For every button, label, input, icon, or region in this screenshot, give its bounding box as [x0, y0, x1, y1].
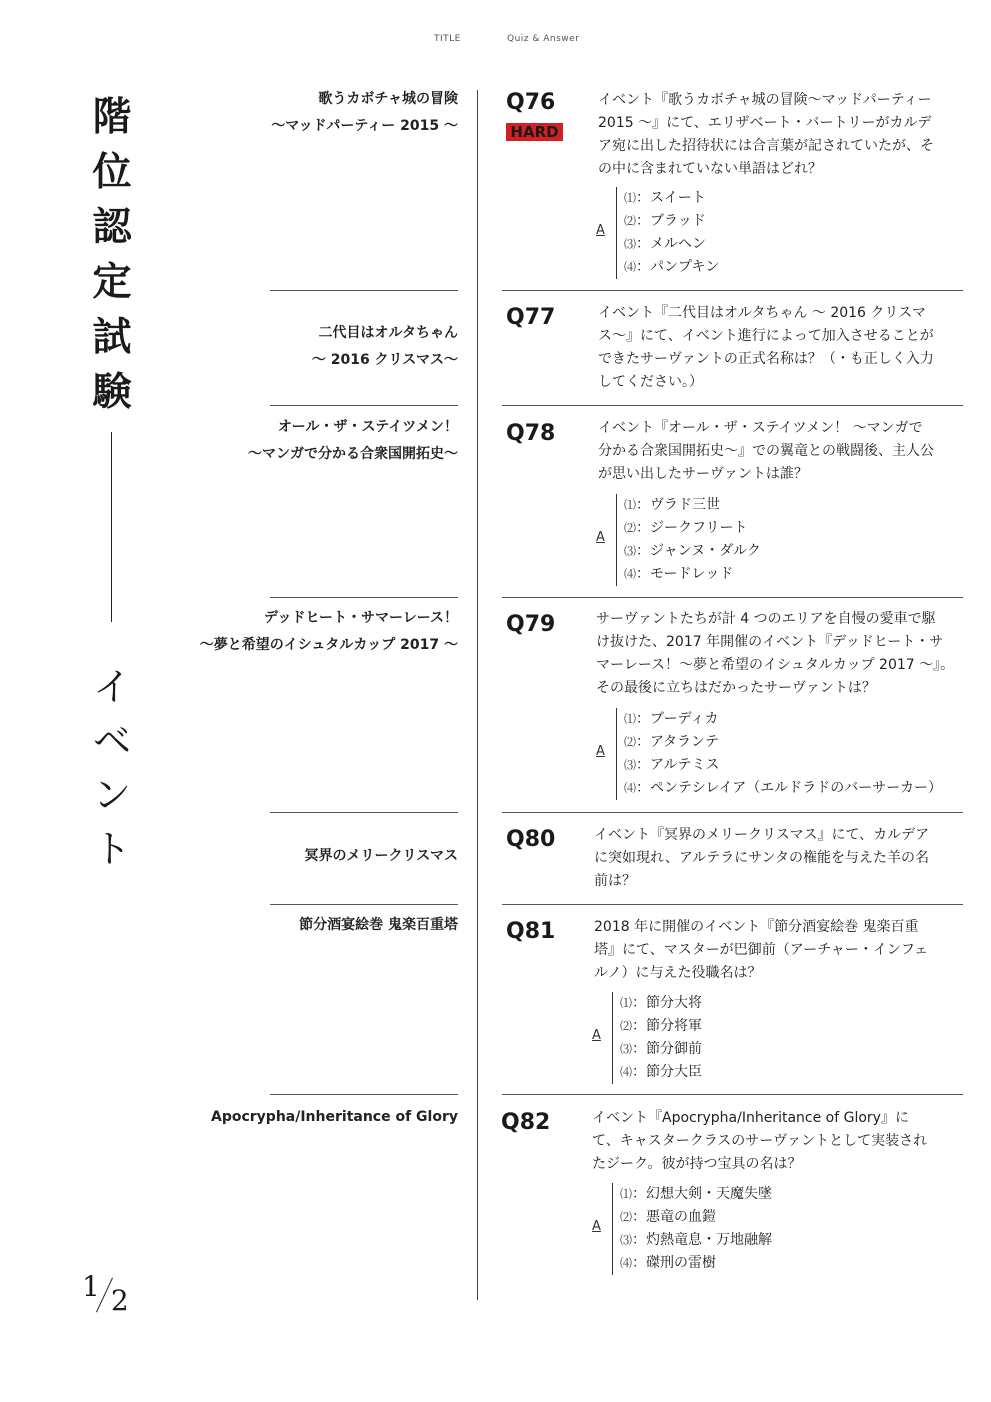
option-text: ：幻想大剣・天魔失墜 [632, 1186, 773, 1202]
answer-bracket [612, 992, 613, 1084]
question-text-line: たジーク。彼が持つ宝具の名は？ [592, 1156, 802, 1172]
section-separator [502, 812, 963, 813]
option-text: ：節分大将 [632, 995, 703, 1011]
question-text-line: できたサーヴァントの正式名称は？（・も正しく入力 [598, 351, 934, 367]
question-text [596, 608, 971, 700]
option-number: ⑶ [620, 1233, 633, 1247]
header-subtitle: Quiz & Answer [507, 34, 580, 44]
question-text-line: ルノ）に与えた役職名は？ [594, 965, 762, 981]
answer-label: A [592, 1028, 601, 1043]
question-text [598, 89, 973, 181]
option-number: ⑵ [620, 1019, 633, 1033]
option-text: ：磔刑の雷樹 [632, 1255, 717, 1271]
option-text: ：節分大臣 [632, 1064, 703, 1080]
option-number: ⑵ [624, 735, 637, 749]
event-name [200, 605, 458, 659]
question-number: Q76 [506, 90, 556, 115]
option-number: ⑷ [624, 567, 637, 581]
chapter-subtitle [90, 660, 134, 876]
event-name-line: 歌うカボチャ城の冒険 [318, 91, 458, 107]
answer-option [624, 708, 984, 731]
question-number: Q77 [506, 305, 556, 330]
event-name-line: 節分酒宴絵巻 鬼楽百重塔 [299, 917, 458, 933]
question-number: Q80 [506, 827, 556, 852]
answer-option [624, 731, 984, 754]
answer-label: A [592, 1219, 601, 1234]
question-text-line: 前は？ [594, 873, 636, 889]
page-number-total: 2 [110, 1284, 129, 1317]
option-number: ⑷ [620, 1256, 633, 1270]
event-name [271, 86, 458, 140]
section-separator [502, 405, 963, 406]
option-text: ：ジークフリート [636, 520, 748, 536]
section-separator [270, 1094, 458, 1095]
option-text: ：灼熱竜息・万地融解 [632, 1232, 773, 1248]
question-text [598, 417, 973, 486]
answer-option [624, 233, 984, 256]
answer-option [620, 1061, 980, 1084]
event-name-line: 〜 2016 クリスマス〜 [311, 352, 458, 368]
question-text-line: 2018 年に開催のイベント『節分酒宴絵巻 鬼楽百重 [594, 919, 919, 935]
answer-option [620, 1015, 980, 1038]
question-number: Q79 [506, 612, 556, 637]
option-text: ：節分将軍 [632, 1018, 703, 1034]
option-number: ⑴ [624, 191, 637, 205]
question-text-line: が思い出したサーヴァントは誰？ [598, 466, 808, 482]
event-name-line: 〜マッドパーティー 2015 〜 [271, 118, 458, 134]
question-text-line: 塔』にて、マスターが巴御前（アーチャー・インフェ [594, 942, 929, 958]
answer-label: A [596, 530, 605, 545]
event-name [312, 320, 458, 374]
question-text-line: イベント『二代目はオルタちゃん 〜 2016 クリスマ [598, 305, 926, 321]
option-number: ⑶ [620, 1042, 633, 1056]
option-text: ：メルヘン [636, 236, 707, 252]
question-text-line: イベント『冥界のメリークリスマス』にて、カルデア [594, 827, 930, 843]
answer-bracket [612, 1183, 613, 1275]
answer-label: A [596, 223, 605, 238]
chapter-subtitle-char: ン [92, 773, 131, 817]
section-separator [502, 904, 963, 905]
question-text-line: に突如現れ、アルテラにサンタの権能を与えた羊の名 [594, 850, 930, 866]
option-number: ⑶ [624, 544, 637, 558]
question-text-line: ス〜』にて、イベント進行によって加入させることが [598, 328, 934, 344]
question-text-line: マーレース！〜夢と希望のイシュタルカップ 2017 〜』。 [596, 657, 955, 673]
question-text-line: ア宛に出した招待状には合言葉が記されていたが、そ [598, 138, 934, 154]
event-name-line: 〜マンガで分かる合衆国開拓史〜 [248, 446, 458, 462]
chapter-title [90, 90, 134, 420]
section-separator [270, 405, 458, 406]
section-separator [270, 290, 458, 291]
option-number: ⑵ [620, 1210, 633, 1224]
chapter-title-char: 認 [92, 204, 132, 250]
event-name-line: 二代目はオルタちゃん [318, 325, 458, 341]
answer-label: A [596, 744, 605, 759]
event-name-line: 〜夢と希望のイシュタルカップ 2017 〜 [199, 637, 458, 653]
answer-option [620, 1229, 980, 1252]
option-number: ⑶ [624, 758, 637, 772]
answer-option [624, 187, 984, 210]
answer-bracket [616, 494, 617, 586]
option-text: ：パンプキン [636, 259, 720, 275]
chapter-subtitle-char: イ [92, 665, 131, 709]
event-name-line: 冥界のメリークリスマス [304, 848, 458, 864]
difficulty-badge: HARD [506, 123, 563, 141]
chapter-subtitle-char: ト [92, 827, 131, 871]
page-number-current: 1 [82, 1270, 100, 1303]
chapter-title-char: 階 [92, 94, 132, 140]
section-separator [502, 597, 963, 598]
option-number: ⑴ [624, 712, 637, 726]
option-text: ：スイート [636, 190, 706, 206]
question-number: Q82 [501, 1110, 551, 1135]
event-name [305, 843, 458, 870]
event-name [248, 414, 458, 468]
event-name-line: デッドヒート・サマーレース！ [263, 610, 458, 626]
option-text: ：節分御前 [632, 1041, 703, 1057]
chapter-divider [111, 432, 112, 622]
question-text [594, 916, 969, 985]
question-text-line: イベント『歌うカボチャ城の冒険〜マッドパーティー [598, 92, 932, 108]
question-number: Q78 [506, 421, 556, 446]
chapter-subtitle-char: ベ [92, 719, 131, 763]
question-text-line: の中に含まれていない単語はどれ？ [598, 161, 822, 177]
option-text: ：ヴラド三世 [636, 497, 721, 513]
question-text [598, 302, 973, 394]
answer-option [620, 1206, 980, 1229]
answer-option [624, 754, 984, 777]
answer-option [624, 210, 984, 233]
option-text: ：アタランテ [636, 734, 720, 750]
answer-option [624, 517, 984, 540]
answer-bracket [616, 708, 617, 800]
event-name-line: Apocrypha/Inheritance of Glory [211, 1109, 458, 1125]
answer-option [624, 563, 984, 586]
event-name-line: オール・ザ・ステイツメン！ [277, 419, 458, 435]
answer-option [620, 1183, 980, 1206]
option-text: ：ブーディカ [636, 711, 719, 727]
option-text: ：アルテミス [636, 757, 720, 773]
option-text: ：悪竜の血鎧 [632, 1209, 717, 1225]
event-name [211, 1104, 458, 1131]
question-text-line: 分かる合衆国開拓史〜』での翼竜との戦闘後、主人公 [598, 443, 934, 459]
option-number: ⑵ [624, 521, 637, 535]
section-separator [270, 812, 458, 813]
question-text-line: イベント『Apocrypha/Inheritance of Glory』に [592, 1110, 909, 1126]
answer-option [620, 992, 980, 1015]
question-text [592, 1107, 967, 1176]
option-number: ⑷ [620, 1065, 633, 1079]
answer-option [620, 1252, 980, 1275]
option-number: ⑴ [620, 996, 633, 1010]
option-number: ⑶ [624, 237, 637, 251]
question-text-line: イベント『オール・ザ・ステイツメン！ 〜マンガで [598, 420, 923, 436]
answer-option [624, 256, 984, 279]
question-text-line: て、キャスタークラスのサーヴァントとして実装され [592, 1133, 928, 1149]
option-number: ⑷ [624, 781, 637, 795]
option-text: ：ペンテシレイア（エルドラドのバーサーカー） [636, 780, 942, 796]
section-separator [502, 290, 963, 291]
option-text: ：モードレッド [636, 566, 734, 582]
answer-option [624, 777, 984, 800]
answer-option [624, 494, 984, 517]
answer-bracket [616, 187, 617, 279]
question-text-line: 2015 〜』にて、エリザベート・バートリーがカルデ [598, 115, 932, 131]
chapter-title-char: 定 [92, 259, 132, 305]
answer-option [620, 1038, 980, 1061]
question-text [594, 824, 969, 893]
option-number: ⑷ [624, 260, 637, 274]
section-separator [270, 597, 458, 598]
page-number [82, 1270, 129, 1317]
option-number: ⑵ [624, 214, 637, 228]
option-number: ⑴ [620, 1187, 633, 1201]
column-divider [477, 90, 478, 1300]
answer-option [624, 540, 984, 563]
section-separator [502, 1094, 963, 1095]
chapter-title-char: 試 [92, 314, 132, 360]
question-number: Q81 [506, 919, 556, 944]
question-text-line: してください。） [598, 374, 703, 390]
section-separator [270, 904, 458, 905]
question-text-line: サーヴァントたちが計 4 つのエリアを自慢の愛車で駆 [596, 611, 936, 627]
chapter-title-char: 験 [92, 369, 132, 415]
question-text-line: け抜けた、2017 年開催のイベント『デッドヒート・サ [596, 634, 944, 650]
chapter-title-char: 位 [92, 149, 132, 195]
option-number: ⑴ [624, 498, 637, 512]
option-text: ：ジャンヌ・ダルク [636, 543, 761, 559]
option-text: ：ブラッド [636, 213, 706, 229]
event-name [299, 912, 458, 939]
header-title: TITLE [434, 34, 461, 44]
question-text-line: その最後に立ちはだかったサーヴァントは？ [596, 680, 876, 696]
